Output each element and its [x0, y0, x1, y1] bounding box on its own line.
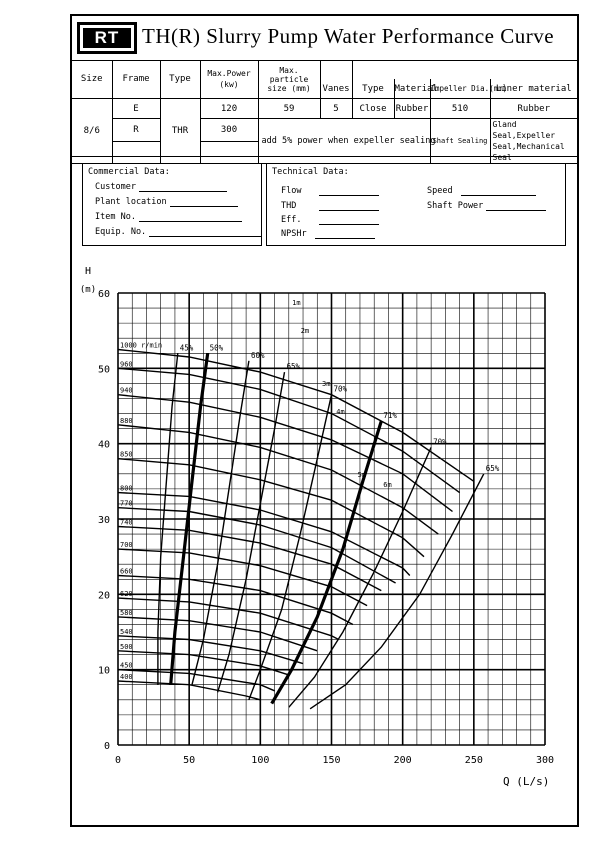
- commercial-title: Commercial Data:: [88, 167, 170, 177]
- spec-power-1: 120: [200, 99, 258, 119]
- efficiency-curve-label: 71%: [383, 411, 397, 421]
- spec-header-impeller-dia: Impeller Dia.(mm): [430, 79, 490, 99]
- speed-curve-label: 850: [120, 450, 133, 459]
- efficiency-curve-label: 70%: [333, 384, 348, 394]
- y-tick-label: 60: [97, 289, 110, 300]
- speed-curve-label: 500: [120, 642, 133, 651]
- speed-curve-label: 880: [120, 416, 133, 425]
- x-tick-label: 50: [183, 755, 196, 766]
- spec-header-frame: Frame: [112, 60, 160, 99]
- spec-impeller-dia: 510: [430, 99, 490, 119]
- spec-header-material: Material: [394, 79, 430, 99]
- spec-header-liner: Liner material: [490, 79, 577, 99]
- npsh-label: 5m: [357, 471, 367, 479]
- spec-header-particle-size: Max. particle size (mm): [258, 60, 320, 99]
- page-title: TH(R) Slurry Pump Water Performance Curve: [142, 24, 555, 48]
- efficiency-curve: [249, 395, 332, 700]
- spec-expeller-note: add 5% power when expeller sealing: [258, 119, 430, 164]
- field-thd-label: THD: [281, 201, 297, 211]
- npsh-label: 1m: [292, 299, 301, 307]
- field-speed-label: Speed: [427, 186, 453, 196]
- speed-curve-label: 770: [120, 499, 133, 508]
- x-axis-label: Q (L/s): [503, 775, 550, 788]
- speed-curve-label: 800: [120, 484, 133, 493]
- speed-curve: [118, 636, 303, 664]
- spec-shaft-sealing-label: Shaft Sealing: [430, 119, 490, 164]
- x-tick-label: 0: [114, 755, 122, 766]
- field-npshr-label: NPSHr: [281, 229, 307, 239]
- spec-header-type: Type: [160, 60, 200, 99]
- spec-header-size: Size: [72, 60, 112, 99]
- spec-particle-size: 59: [258, 99, 320, 119]
- speed-curve-label: 960: [120, 360, 133, 369]
- npsh-label: 2m: [300, 327, 310, 335]
- npsh-label: 4m: [336, 408, 345, 416]
- spec-frame-1: E: [112, 99, 160, 119]
- spec-size: 8/6: [72, 99, 112, 164]
- spec-material: Rubber: [394, 99, 430, 119]
- speed-curve-label: 1000 r/min: [120, 341, 163, 350]
- efficiency-curve: [310, 474, 484, 709]
- y-tick-label: 50: [97, 364, 110, 376]
- spec-header-max-power: Max.Power (kw): [200, 60, 258, 99]
- x-tick-label: 100: [251, 755, 270, 766]
- spec-impeller-type: Close: [352, 99, 394, 119]
- speed-curve-label: 740: [120, 518, 133, 527]
- efficiency-curve-label: 60%: [250, 350, 265, 360]
- speed-curve-label: 660: [120, 567, 133, 576]
- y-tick-label: 10: [97, 665, 110, 677]
- efficiency-curve-label: 50%: [209, 343, 224, 353]
- speed-curve-label: 580: [120, 608, 133, 617]
- spec-header-imp-type: Type: [352, 79, 394, 99]
- efficiency-curve-label: 65%: [485, 463, 500, 473]
- field-flow-label: Flow: [281, 186, 302, 196]
- y-axis-unit: (m): [79, 285, 97, 295]
- spec-liner: Rubber: [490, 99, 577, 119]
- field-customer-label: Customer: [95, 182, 136, 192]
- y-tick-label: 0: [103, 741, 110, 752]
- spec-power-2: 300: [200, 119, 258, 142]
- speed-curve-label: 620: [120, 590, 133, 599]
- y-tick-label: 30: [97, 515, 110, 526]
- efficiency-curve-label: 65%: [286, 362, 301, 372]
- x-tick-label: 300: [535, 755, 555, 766]
- x-tick-label: 200: [393, 755, 412, 766]
- spec-type: THR: [160, 99, 200, 164]
- spec-shaft-sealing-value: Gland Seal,Expeller Seal,Mechanical Seal: [490, 119, 577, 164]
- efficiency-curve-label: 70%: [433, 437, 447, 447]
- spec-header-vanes: Vanes: [320, 79, 352, 99]
- spec-frame-2: R: [112, 119, 160, 142]
- field-equip-no-label: Equip. No.: [95, 227, 147, 237]
- x-tick-label: 250: [464, 755, 483, 766]
- npsh-label: 3m: [322, 380, 331, 388]
- speed-curve-label: 540: [120, 627, 133, 636]
- field-eff-label: Eff.: [281, 215, 302, 225]
- efficiency-curve-label: 45%: [179, 343, 194, 353]
- speed-curve-label: 450: [120, 661, 133, 670]
- y-tick-label: 40: [97, 439, 110, 451]
- field-shaft-power-label: Shaft Power: [427, 201, 484, 211]
- field-plant-location-label: Plant location: [95, 197, 167, 207]
- technical-title: Technical Data:: [272, 167, 349, 177]
- field-item-no-label: Item No.: [95, 212, 136, 222]
- npsh-label: 6m: [383, 481, 392, 489]
- speed-curve: [118, 670, 275, 691]
- spec-vanes: 5: [320, 99, 352, 119]
- y-axis-label: H: [84, 266, 92, 277]
- speed-curve-label: 400: [120, 672, 133, 681]
- x-tick-label: 150: [322, 755, 341, 766]
- speed-curve-label: 700: [120, 541, 133, 550]
- speed-curve-label: 940: [120, 386, 133, 395]
- y-tick-label: 20: [97, 590, 110, 602]
- logo-text: RT: [83, 28, 131, 48]
